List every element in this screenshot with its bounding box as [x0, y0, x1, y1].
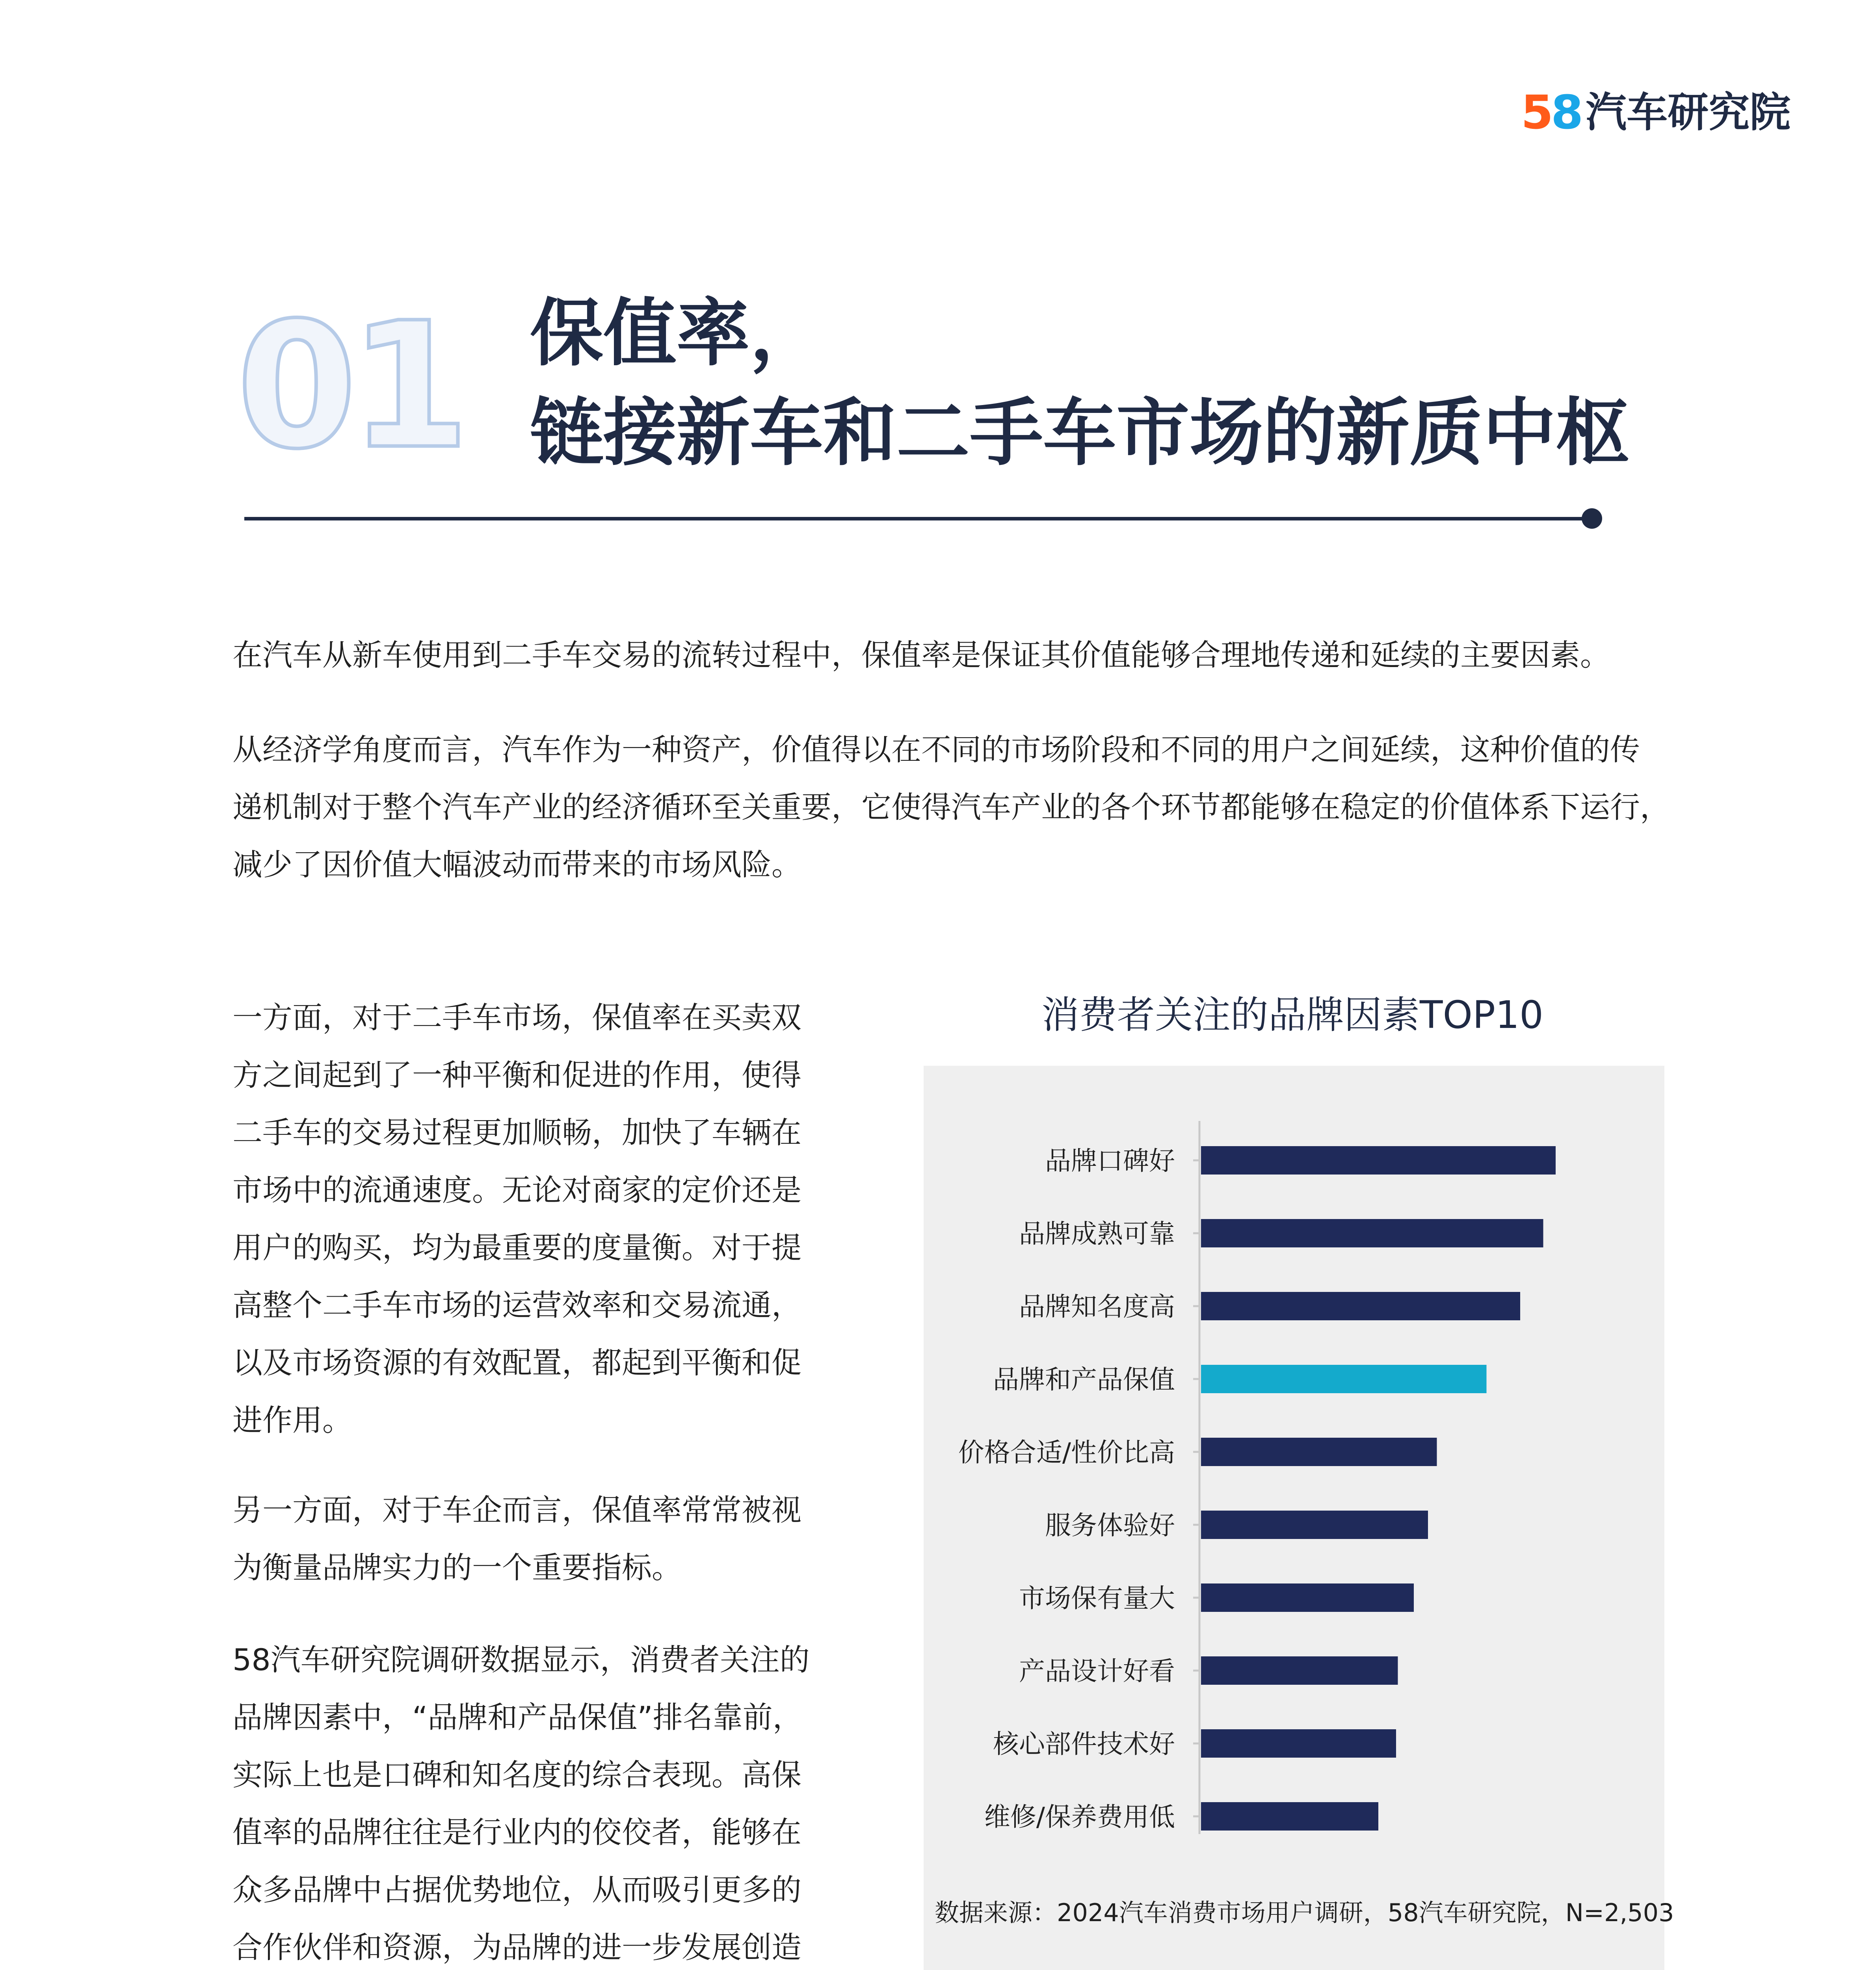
- logo-digit-eight: 8: [1551, 85, 1581, 139]
- bar: [1201, 1219, 1543, 1247]
- bar: [1201, 1438, 1437, 1466]
- paragraph-automaker: 另一方面，对于车企而言，保值率常常被视 为衡量品牌实力的一个重要指标。: [232, 1492, 801, 1585]
- category-label: 品牌和产品保值: [993, 1364, 1175, 1395]
- bar: [1201, 1292, 1520, 1320]
- category-label: 服务体验好: [1045, 1510, 1175, 1541]
- bar: [1201, 1583, 1414, 1612]
- category-label: 价格合适/性价比高: [958, 1437, 1175, 1468]
- category-label: 市场保有量大: [1019, 1583, 1175, 1613]
- divider-dot: [1582, 508, 1602, 529]
- category-label: 维修/保养费用低: [984, 1802, 1175, 1832]
- category-label: 品牌口碑好: [1045, 1146, 1175, 1176]
- paragraph-economics: 从经济学角度而言，汽车作为一种资产，价值得以在不同的市场阶段和不同的用户之间延续，这种价值的传 递机制对于整个汽车产业的经济循环至关重要，它使得汽车产业的各个环节都能够在稳定的价值体系下运行， 减少了因价值大幅波动而带来的市场风险。: [232, 732, 1670, 882]
- category-label: 核心部件技术好: [993, 1729, 1175, 1759]
- title-divider: [244, 517, 1595, 520]
- brand-factors-chart: [924, 1066, 1674, 1970]
- page-title: [530, 284, 1629, 483]
- category-label: 产品设计好看: [1019, 1656, 1175, 1686]
- category-label: 品牌知名度高: [1019, 1292, 1175, 1322]
- chart-title: 消费者关注的品牌因素TOP10: [1041, 993, 1544, 1037]
- category-label: 品牌成熟可靠: [1019, 1219, 1175, 1249]
- paragraph-intro: 在汽车从新车使用到二手车交易的流转过程中，保值率是保证其价值能够合理地传递和延续的主要因素。: [232, 637, 1610, 673]
- bar-chart-svg: [924, 1066, 1664, 1873]
- bar: [1201, 1802, 1378, 1831]
- chart-source: 数据来源：2024汽车消费市场用户调研，58汽车研究院，N=2,503: [935, 1898, 1674, 1927]
- bar: [1201, 1511, 1428, 1539]
- section-number: 01: [236, 285, 462, 487]
- paragraph-used-car-market: 一方面，对于二手车市场，保值率在买卖双 方之间起到了一种平衡和促进的作用，使得 二手车的交易过程更加顺畅，加快了车辆在 市场中的流通速度。无论对商家的定价还是 用户的购买，均为最重要的度量衡。对于提 高整个二手车市场的运营效率和交易流通， 以及市场资源的有效配置，都起到平衡和促 进作用。: [232, 1000, 801, 1438]
- bar: [1201, 1729, 1396, 1758]
- title-line-1: 保值率，: [530, 290, 824, 376]
- bar: [1201, 1146, 1556, 1175]
- logo-number: [1521, 85, 1581, 139]
- brand-logo: [1521, 85, 1791, 139]
- logo-text: 汽车研究院: [1586, 88, 1791, 136]
- bar: [1201, 1656, 1398, 1685]
- bar-highlighted: [1201, 1365, 1487, 1393]
- paragraph-survey: 58汽车研究院调研数据显示，消费者关注的 品牌因素中，“品牌和产品保值”排名靠前， 实际上也是口碑和知名度的综合表现。高保 值率的品牌往往是行业内的佼佼者，能够在 众多品牌中占据优势地位，从而吸引更多的 合作伙伴和资源，为品牌的进一步发展创造: [232, 1642, 810, 1965]
- logo-digit-five: 5: [1521, 85, 1551, 139]
- title-line-2: 链接新车和二手车市场的新质中枢: [530, 390, 1630, 476]
